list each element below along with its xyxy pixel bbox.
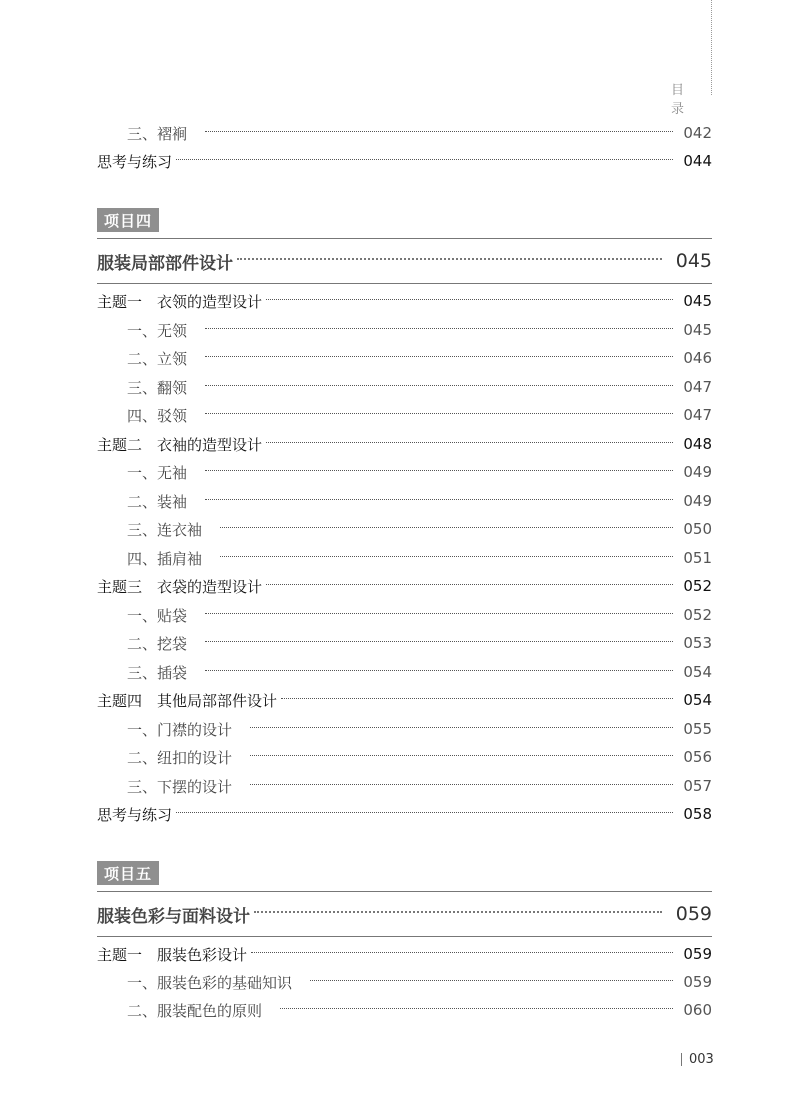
leader-dots <box>205 385 673 386</box>
leader-dots <box>280 1008 673 1009</box>
toc-entry[interactable] <box>97 573 712 599</box>
toc-entry[interactable] <box>97 288 712 314</box>
toc-entry-title: 主题一 服装色彩设计 <box>97 945 248 964</box>
toc-entry-title: 一、服装色彩的基础知识 <box>127 973 293 992</box>
toc-entry[interactable] <box>97 744 712 770</box>
leader-dots <box>176 812 673 813</box>
toc-entry-title: 四、驳领 <box>127 406 188 425</box>
toc-chapter-entry[interactable] <box>97 247 712 275</box>
toc-entry-title: 三、插袋 <box>127 663 188 682</box>
page-footer <box>681 1052 714 1067</box>
toc-entry-page: 047 <box>683 378 712 396</box>
toc-entry-page: 047 <box>683 406 712 424</box>
leader-dots <box>281 698 673 699</box>
toc-entry[interactable] <box>97 120 712 146</box>
toc-entry-title: 一、贴袋 <box>127 606 188 625</box>
leader-dots <box>205 641 673 642</box>
toc-chapter-entry[interactable] <box>97 900 712 928</box>
toc-entry[interactable] <box>97 630 712 656</box>
leader-dots <box>250 784 673 785</box>
toc-entry[interactable] <box>97 516 712 542</box>
toc-entry[interactable] <box>97 969 712 995</box>
toc-entry-title: 主题四 其他局部部件设计 <box>97 691 278 710</box>
toc-entry-title: 思考与练习 <box>97 152 173 171</box>
toc-entry-page: 044 <box>683 152 712 170</box>
toc-entry-title: 主题三 衣袋的造型设计 <box>97 577 263 596</box>
toc-entry-title: 一、无领 <box>127 321 188 340</box>
page-number: 003 <box>689 1052 714 1067</box>
leader-dots <box>220 556 673 557</box>
project-tag: 项目四 <box>97 208 159 232</box>
toc-entry[interactable] <box>97 602 712 628</box>
toc-entry[interactable] <box>97 148 712 174</box>
toc-entry-title: 服装局部部件设计 <box>97 253 233 274</box>
toc-entry[interactable] <box>97 545 712 571</box>
leader-dots <box>266 299 673 300</box>
leader-dots <box>266 584 673 585</box>
toc-entry-title: 三、连衣袖 <box>127 520 203 539</box>
toc-entry-title: 思考与练习 <box>97 805 173 824</box>
toc-entry-page: 059 <box>683 973 712 991</box>
leader-dots <box>250 755 673 756</box>
toc-entry-page: 046 <box>683 349 712 367</box>
toc-entry-title: 四、插肩袖 <box>127 549 203 568</box>
toc-entry-page: 051 <box>683 549 712 567</box>
leader-dots <box>251 952 673 953</box>
toc-entry-page: 056 <box>683 748 712 766</box>
toc-entry[interactable] <box>97 431 712 457</box>
toc-entry-title: 三、褶裥 <box>127 124 188 143</box>
leader-dots <box>205 613 673 614</box>
toc-entry-title: 主题一 衣领的造型设计 <box>97 292 263 311</box>
toc-entry[interactable] <box>97 459 712 485</box>
toc-entry-title: 一、门襟的设计 <box>127 720 233 739</box>
toc-entry[interactable] <box>97 941 712 967</box>
leader-dots <box>176 159 673 160</box>
toc-entry[interactable] <box>97 687 712 713</box>
toc-entry-page: 053 <box>683 634 712 652</box>
toc-entry-page: 045 <box>675 250 712 272</box>
section-rule <box>97 238 712 239</box>
margin-dotted-line <box>711 0 712 95</box>
toc-entry-page: 042 <box>683 124 712 142</box>
toc-entry-title: 二、立领 <box>127 349 188 368</box>
footer-divider <box>681 1053 682 1066</box>
toc-entry[interactable] <box>97 317 712 343</box>
section-rule <box>97 283 712 284</box>
toc-entry-page: 045 <box>683 321 712 339</box>
toc-entry-page: 052 <box>683 606 712 624</box>
toc-entry[interactable] <box>97 773 712 799</box>
toc-entry[interactable] <box>97 801 712 827</box>
toc-entry-title: 二、服装配色的原则 <box>127 1001 263 1020</box>
toc-entry-page: 048 <box>683 435 712 453</box>
toc-entry-page: 050 <box>683 520 712 538</box>
toc-entry[interactable] <box>97 488 712 514</box>
toc-entry-page: 058 <box>683 805 712 823</box>
leader-dots <box>205 499 673 500</box>
leader-dots <box>205 131 673 132</box>
toc-entry-title: 服装色彩与面料设计 <box>97 906 250 927</box>
leader-dots <box>205 328 673 329</box>
running-header: 目 录 <box>670 83 706 117</box>
leader-dots <box>266 442 673 443</box>
toc-entry-page: 059 <box>675 903 712 925</box>
toc-entry-title: 二、挖袋 <box>127 634 188 653</box>
leader-dots <box>205 413 673 414</box>
toc-entry-page: 060 <box>683 1001 712 1019</box>
toc-entry-page: 055 <box>683 720 712 738</box>
toc-entry-page: 045 <box>683 292 712 310</box>
section-rule <box>97 891 712 892</box>
toc-entry-title: 一、无袖 <box>127 463 188 482</box>
leader-dots <box>220 527 673 528</box>
toc-entry[interactable] <box>97 716 712 742</box>
toc-entry-page: 049 <box>683 463 712 481</box>
toc-entry-page: 054 <box>683 663 712 681</box>
toc-entry-title: 主题二 衣袖的造型设计 <box>97 435 263 454</box>
toc-entry-page: 052 <box>683 577 712 595</box>
toc-entry[interactable] <box>97 659 712 685</box>
leader-dots <box>205 670 673 671</box>
section-rule <box>97 936 712 937</box>
toc-entry-page: 057 <box>683 777 712 795</box>
leader-dots <box>254 911 662 913</box>
leader-dots <box>310 980 673 981</box>
toc-entry-title: 二、纽扣的设计 <box>127 748 233 767</box>
toc-entry-title: 三、下摆的设计 <box>127 777 233 796</box>
toc-entry[interactable] <box>97 345 712 371</box>
toc-entry-title: 二、装袖 <box>127 492 188 511</box>
toc-entry-page: 059 <box>683 945 712 963</box>
toc-entry-title: 三、翻领 <box>127 378 188 397</box>
leader-dots <box>237 258 662 260</box>
leader-dots <box>205 356 673 357</box>
toc-entry[interactable] <box>97 374 712 400</box>
leader-dots <box>205 470 673 471</box>
leader-dots <box>250 727 673 728</box>
project-tag: 项目五 <box>97 861 159 885</box>
toc-entry[interactable] <box>97 997 712 1023</box>
toc-entry-page: 054 <box>683 691 712 709</box>
toc-entry-page: 049 <box>683 492 712 510</box>
toc-entry[interactable] <box>97 402 712 428</box>
